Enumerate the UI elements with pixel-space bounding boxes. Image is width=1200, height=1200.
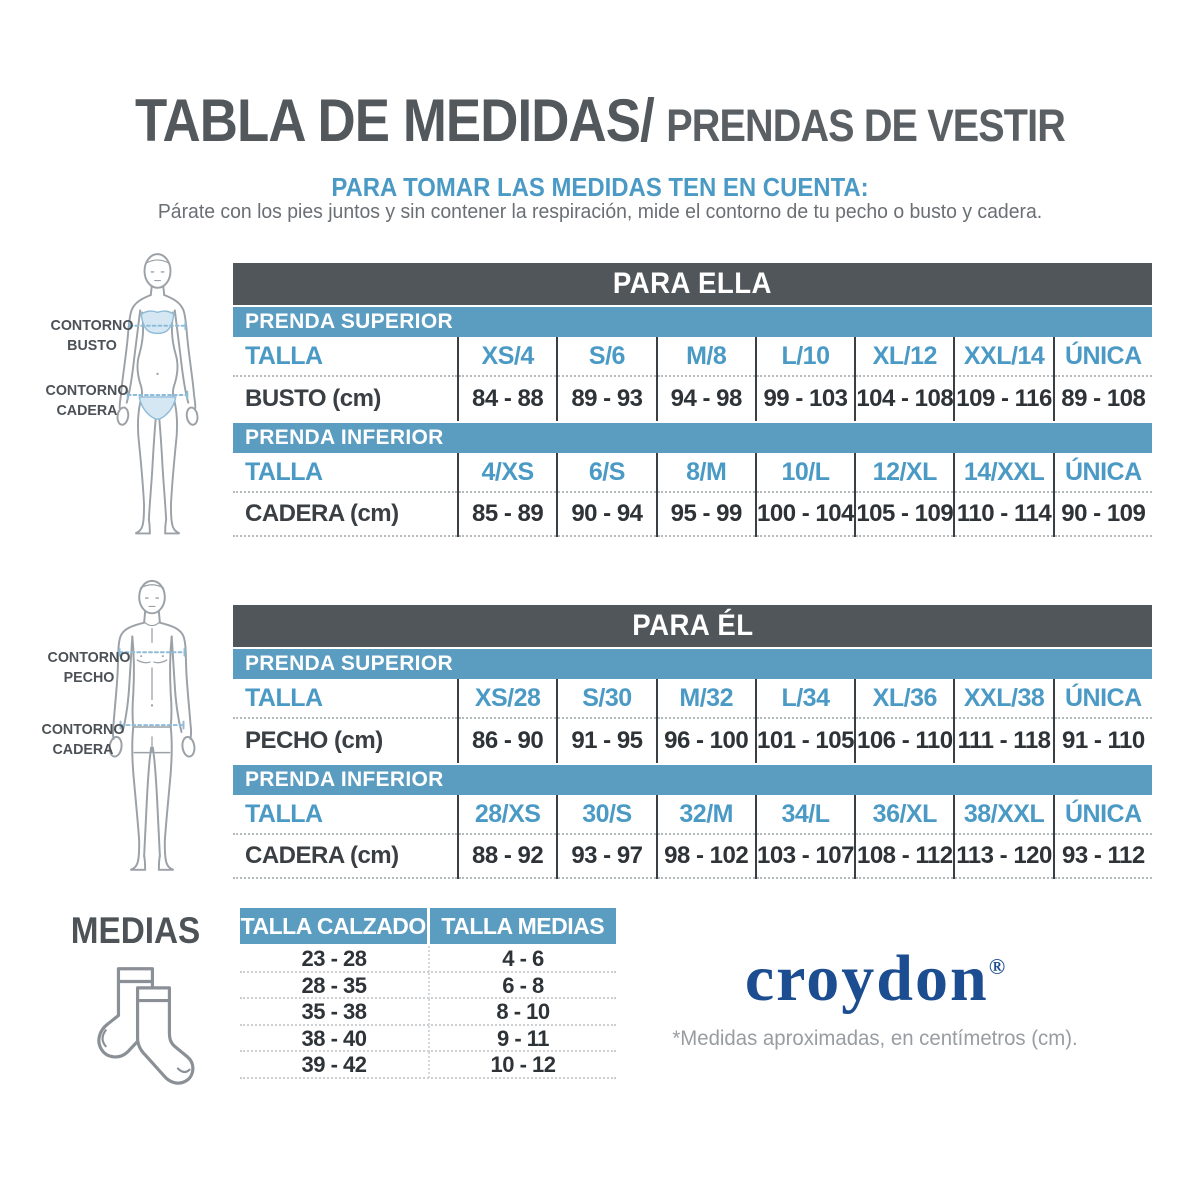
men-size-table <box>233 605 1152 879</box>
medias-table-body <box>240 946 616 1079</box>
size-cell: L/34 <box>757 679 854 719</box>
size-cell: 4/XS <box>459 453 556 493</box>
value-cell: 89 - 108 <box>1061 385 1146 412</box>
women-lower-size-label: TALLA <box>233 453 457 493</box>
value-cell: 93 - 97 <box>558 835 655 879</box>
men-upper-size-label: TALLA <box>233 679 457 719</box>
value-cell: 113 - 120 <box>955 835 1052 879</box>
women-lower-band: PRENDA INFERIOR <box>233 423 1152 453</box>
medias-title: MEDIAS <box>70 910 201 951</box>
value-cell: 91 - 95 <box>571 727 643 754</box>
value-cell: 84 - 88 <box>472 385 544 412</box>
page-title-sub: PRENDAS DE VESTIR <box>666 100 1065 151</box>
value-cell: 105 - 109 <box>856 493 953 537</box>
medias-header-calzado: TALLA CALZADO <box>240 908 427 944</box>
male-hip-label: CONTORNO CADERA <box>41 721 125 758</box>
table-row: 39 - 42 10 - 12 <box>240 1052 616 1079</box>
women-upper-band: PRENDA SUPERIOR <box>233 307 1152 337</box>
value-cell: 100 - 104 <box>757 493 854 537</box>
instructions-heading: PARA TOMAR LAS MEDIDAS TEN EN CUENTA: <box>331 172 869 202</box>
value-cell: 98 - 102 <box>658 835 755 879</box>
registered-mark: ® <box>988 954 1006 979</box>
size-cell: 28/XS <box>459 795 556 835</box>
medias-table-header <box>240 908 616 944</box>
size-cell: 30/S <box>558 795 655 835</box>
men-lower-size-label: TALLA <box>233 795 457 835</box>
value-cell: 90 - 94 <box>558 493 655 537</box>
value-cell: 85 - 89 <box>459 493 556 537</box>
size-cell: 36/XL <box>856 795 953 835</box>
size-cell: M/8 <box>658 337 755 377</box>
size-cell: ÚNICA <box>1055 453 1152 493</box>
value-cell: 101 - 105 <box>757 727 854 754</box>
men-upper-measure-label: PECHO (cm) <box>245 727 383 754</box>
value-cell: 108 - 112 <box>856 835 953 879</box>
page-title-main: TABLA DE MEDIDAS/ <box>135 87 654 154</box>
women-size-table <box>233 263 1152 537</box>
table-row: 35 - 38 8 - 10 <box>240 999 616 1026</box>
women-table-title-bar: PARA ELLA <box>233 263 1152 305</box>
size-cell: 6/S <box>558 453 655 493</box>
size-cell: XS/28 <box>459 679 556 719</box>
value-cell: 94 - 98 <box>670 385 742 412</box>
men-table-title-bar: PARA ÉL <box>233 605 1152 647</box>
value-cell: 90 - 109 <box>1055 493 1152 537</box>
brand-block <box>640 944 1110 1051</box>
size-cell: 38/XXL <box>955 795 1052 835</box>
value-cell: 99 - 103 <box>763 385 848 412</box>
value-cell: 111 - 118 <box>957 727 1051 754</box>
medias-header-medias: TALLA MEDIAS <box>430 908 617 944</box>
size-cell: 10/L <box>757 453 854 493</box>
value-cell: 88 - 92 <box>459 835 556 879</box>
size-cell: XL/36 <box>856 679 953 719</box>
size-cell: XXL/38 <box>955 679 1052 719</box>
men-lower-grid <box>233 795 1152 879</box>
size-cell: M/32 <box>658 679 755 719</box>
size-cell: 32/M <box>658 795 755 835</box>
size-cell: S/6 <box>558 337 655 377</box>
men-lower-band: PRENDA INFERIOR <box>233 765 1152 795</box>
instructions-body: Párate con los pies juntos y sin contener la respiración, mide el contorno de tu pecho o busto y cadera. <box>157 201 1043 223</box>
value-cell: 96 - 100 <box>664 727 749 754</box>
value-cell: 95 - 99 <box>658 493 755 537</box>
size-cell: 8/M <box>658 453 755 493</box>
size-cell: ÚNICA <box>1055 337 1152 377</box>
value-cell: 103 - 107 <box>757 835 854 879</box>
brand-logo: croydon® <box>744 942 1006 1015</box>
women-upper-size-label: TALLA <box>233 337 457 377</box>
size-cell: L/10 <box>757 337 854 377</box>
page-title <box>72 86 1128 155</box>
women-upper-grid <box>233 337 1152 421</box>
size-cell: 14/XXL <box>955 453 1052 493</box>
female-bust-label: CONTORNO BUSTO <box>50 317 134 354</box>
measurements-footnote: *Medidas aproximadas, en centímetros (cm). <box>672 1027 1078 1051</box>
table-row: 28 - 35 6 - 8 <box>240 973 616 1000</box>
value-cell: 86 - 90 <box>472 727 544 754</box>
women-lower-grid <box>233 453 1152 537</box>
men-upper-band: PRENDA SUPERIOR <box>233 649 1152 679</box>
size-cell: XXL/14 <box>955 337 1052 377</box>
size-cell: XL/12 <box>856 337 953 377</box>
men-upper-grid <box>233 679 1152 763</box>
value-cell: 91 - 110 <box>1061 727 1145 754</box>
table-row: 38 - 40 9 - 11 <box>240 1026 616 1053</box>
size-cell: 12/XL <box>856 453 953 493</box>
value-cell: 104 - 108 <box>856 385 954 412</box>
value-cell: 106 - 110 <box>856 727 953 754</box>
male-chest-label: CONTORNO PECHO <box>47 649 131 686</box>
value-cell: 110 - 114 <box>955 493 1052 537</box>
size-cell: ÚNICA <box>1055 795 1152 835</box>
value-cell: 93 - 112 <box>1055 835 1152 879</box>
size-cell: XS/4 <box>459 337 556 377</box>
socks-icon <box>86 956 204 1099</box>
size-cell: 34/L <box>757 795 854 835</box>
men-lower-measure-label: CADERA (cm) <box>233 835 457 879</box>
medias-table <box>240 908 616 1079</box>
size-cell: ÚNICA <box>1055 679 1152 719</box>
value-cell: 109 - 116 <box>956 385 1052 412</box>
female-hip-label: CONTORNO CADERA <box>45 382 129 419</box>
women-upper-measure-label: BUSTO (cm) <box>245 385 381 412</box>
women-lower-measure-label: CADERA (cm) <box>233 493 457 537</box>
size-cell: S/30 <box>558 679 655 719</box>
table-row: 23 - 28 4 - 6 <box>240 946 616 973</box>
value-cell: 89 - 93 <box>571 385 643 412</box>
